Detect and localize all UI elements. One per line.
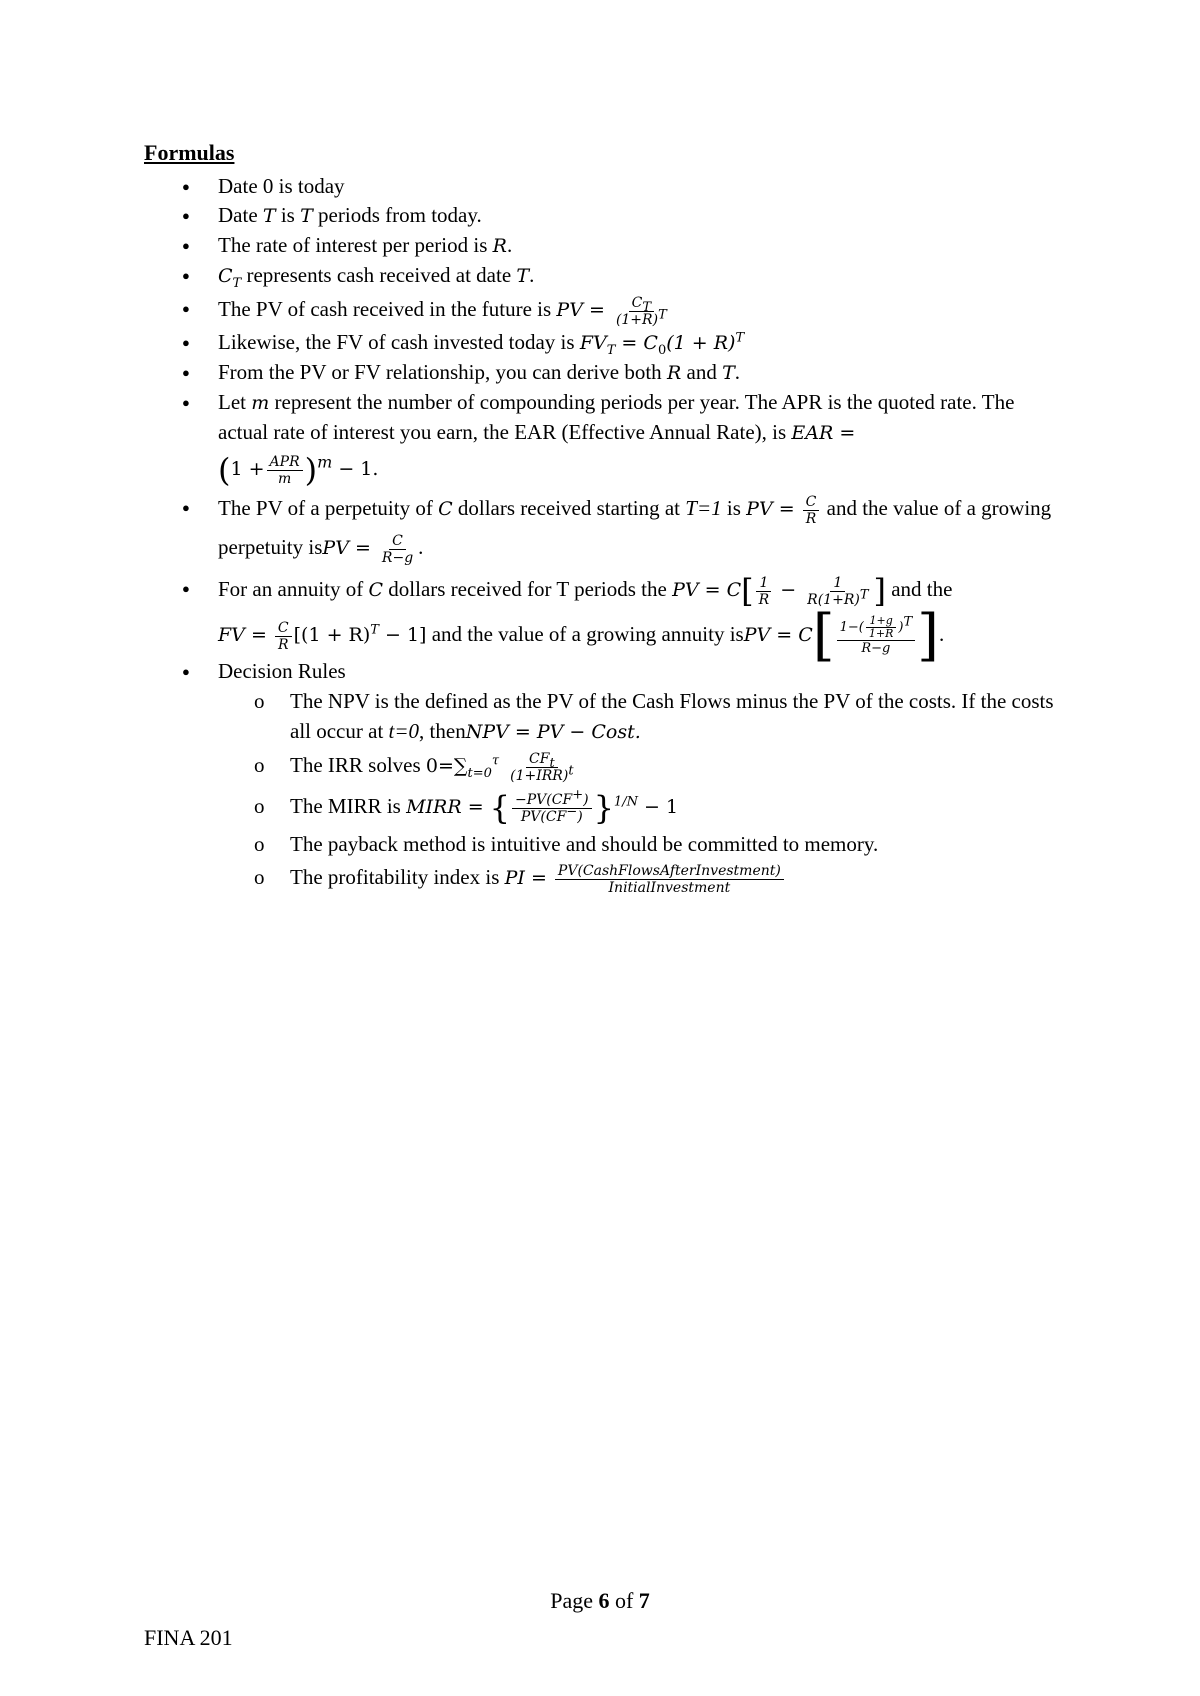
list-item: ● The PV of a perpetuity of C dollars received starting at T=1 is PV = $\frac{C}{R}$ and the value of a growing perpetuity isPV = $\frac{C}{R-g}$ . [144, 489, 1064, 567]
list-item: o The profitability index is PI = $\frac{\text{PV(CashFlowsAfterInvestment)}}{\text{InitialInvestment}}$ [218, 859, 1064, 896]
list-item: ● Let m represent the number of compounding periods per year. The APR is the quoted rate. The actual rate of interest you earn, the EAR (Effective Annual Rate), is EAR = (1 + $\frac{\text{APR}}{m}$ )$^m$ − 1. [144, 388, 1064, 489]
list-item: ● From the PV or FV relationship, you can derive both R and T. [144, 358, 1064, 388]
list-item: o The IRR solves $0=\sum_{t=0}^\tau$ $\frac{CF_t}{(1+IRR)^t}$ [218, 747, 1064, 784]
page-heading: Formulas [144, 140, 235, 165]
list-item: ● Date T is T periods from today. [144, 201, 1064, 231]
list-item: ● Date 0 is today [144, 172, 1064, 201]
list-item: ● $C_T$ represents cash received at date T. [144, 261, 1064, 291]
list-item: ● Likewise, the FV of cash invested today is $FV_T = C_0(1 + R)^T$ [144, 328, 1064, 358]
list-item: ● Decision Rules o The NPV is the defined as the PV of the Cash Flows minus the PV of the costs. If the costs all occur at t=0, thenNPV = PV − Cost. o The IRR solves $0=\sum_{t=0}^\tau$ $\frac{CF_t}{(1+IRR)^t}$ o The MIRR is MIRR = { $\frac{-PV(CF^+)}{PV(CF^-)}$ }$^{1/N}$ − 1 o The payback method is intuitive and should be committed to memory. o The profitability index is PI = $\frac{\text{PV(CashFlowsAfterInvestment)}}{\text{InitialInvestment}}$ [144, 657, 1064, 896]
list-item: o The payback method is intuitive and should be committed to memory. [218, 829, 1064, 859]
list-item: ● The rate of interest per period is R. [144, 231, 1064, 261]
page-number: Page 6 of 7 [550, 1588, 650, 1613]
decision-rules-list [218, 686, 1064, 896]
course-code: FINA 201 [144, 1625, 233, 1650]
document-page [144, 140, 1064, 896]
list-item: o The NPV is the defined as the PV of the Cash Flows minus the PV of the costs. If the costs all occur at t=0, thenNPV = PV − Cost. [218, 686, 1064, 747]
pv-fraction: $\frac{C_T}{(1+R)^T}$ [615, 294, 667, 328]
list-item: ● For an annuity of C dollars received for T periods the PV = C[ $\frac{1}{R}$ − $\frac{1}{R(1+R)^T}$ ] and the FV = $\frac{C}{R}$ $[(1 + R)^T - 1]$ and the value of a growing annuity isPV = C[ 1−( $\frac{1+g}{1+R}$ )$^T$ R−g ]. [144, 567, 1064, 657]
formula-list [144, 172, 1064, 896]
list-item: ● The PV of cash received in the future is PV = $\frac{C_T}{(1+R)^T}$ [144, 291, 1064, 328]
list-item: o The MIRR is MIRR = { $\frac{-PV(CF^+)}{PV(CF^-)}$ }$^{1/N}$ − 1 [218, 784, 1064, 829]
